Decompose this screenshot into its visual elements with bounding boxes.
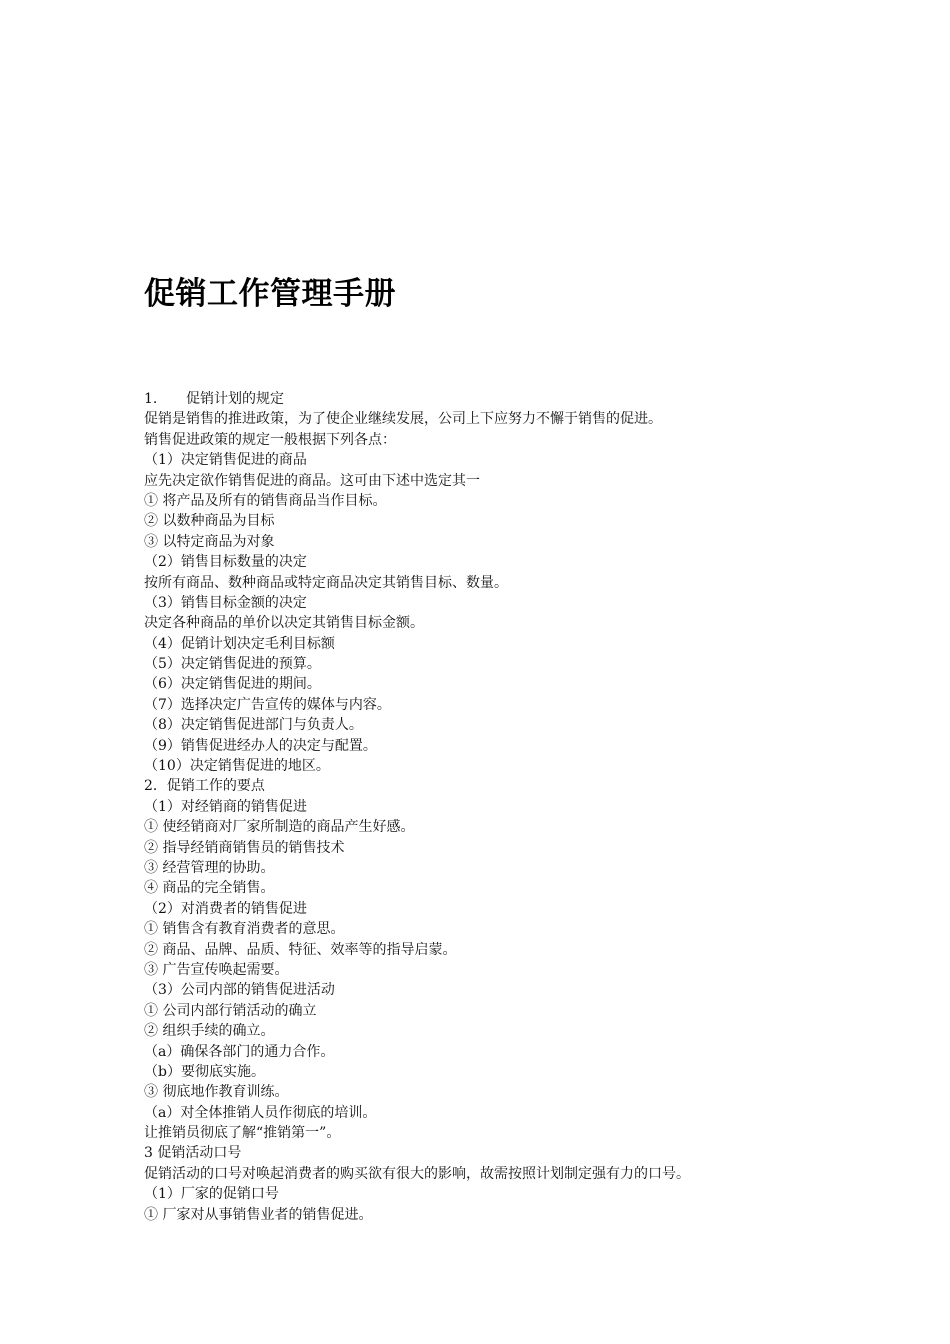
paragraph-line: 促销是销售的推进政策，为了使企业继续发展，公司上下应努力不懈于销售的促进。 xyxy=(144,411,662,428)
list-item: ② 以数种商品为目标 xyxy=(144,513,275,530)
list-item: （5）决定销售促进的预算。 xyxy=(144,656,321,673)
list-item: ④ 商品的完全销售。 xyxy=(144,880,275,897)
list-item: （a）确保各部门的通力合作。 xyxy=(144,1043,335,1060)
list-item: ② 指导经销商销售员的销售技术 xyxy=(144,839,345,856)
paragraph-line: 应先决定欲作销售促进的商品。这可由下述中选定其一 xyxy=(144,472,480,489)
list-item: （9）销售促进经办人的决定与配置。 xyxy=(144,737,377,754)
list-item: （1）决定销售促进的商品 xyxy=(144,452,307,469)
section-1-heading xyxy=(144,389,824,409)
document-title: 促销工作管理手册 xyxy=(144,276,396,312)
list-item: ① 厂家对从事销售业者的销售促进。 xyxy=(144,1206,373,1223)
paragraph-line: 促销活动的口号对唤起消费者的购买欲有很大的影响，故需按照计划制定强有力的口号。 xyxy=(144,1165,690,1182)
list-item: （6）决定销售促进的期间。 xyxy=(144,676,321,693)
list-item: （2）销售目标数量的决定 xyxy=(144,554,307,571)
section-1-title: 促销计划的规定 xyxy=(186,391,284,407)
list-item: （1）对经销商的销售促进 xyxy=(144,798,307,815)
list-item: （10）决定销售促进的地区。 xyxy=(144,758,330,775)
list-item: ② 商品、品牌、品质、特征、效率等的指导启蒙。 xyxy=(144,941,457,958)
list-item: ② 组织手续的确立。 xyxy=(144,1023,275,1040)
list-item: （4）促销计划决定毛利目标额 xyxy=(144,635,335,652)
list-item: ③ 彻底地作教育训练。 xyxy=(144,1084,289,1101)
paragraph-line: 决定各种商品的单价以决定其销售目标金额。 xyxy=(144,615,424,632)
section-2-heading: 2．促销工作的要点 xyxy=(144,778,265,795)
list-item: ① 销售含有教育消费者的意思。 xyxy=(144,921,345,938)
list-item: （b）要彻底实施。 xyxy=(144,1063,265,1080)
paragraph-line: 按所有商品、数种商品或特定商品决定其销售目标、数量。 xyxy=(144,574,508,591)
list-item: （2）对消费者的销售促进 xyxy=(144,900,307,917)
paragraph-line: 让推销员彻底了解“推销第一”。 xyxy=(144,1125,341,1142)
list-item: ① 将产品及所有的销售商品当作目标。 xyxy=(144,492,387,509)
section-3-heading: 3 促销活动口号 xyxy=(144,1145,242,1162)
list-item: ① 使经销商对厂家所制造的商品产生好感。 xyxy=(144,819,415,836)
list-item: ③ 以特定商品为对象 xyxy=(144,533,275,550)
section-1-number: 1. xyxy=(144,391,158,407)
list-item: （8）决定销售促进部门与负责人。 xyxy=(144,717,363,734)
list-item: （3）公司内部的销售促进活动 xyxy=(144,982,335,999)
paragraph-line: 销售促进政策的规定一般根据下列各点： xyxy=(144,431,396,448)
list-item: （a）对全体推销人员作彻底的培训。 xyxy=(144,1104,377,1121)
list-item: ③ 广告宣传唤起需要。 xyxy=(144,961,289,978)
list-item: （7）选择决定广告宣传的媒体与内容。 xyxy=(144,696,391,713)
list-item: ③ 经营管理的协助。 xyxy=(144,859,275,876)
document-body xyxy=(144,389,824,1225)
list-item: ① 公司内部行销活动的确立 xyxy=(144,1002,317,1019)
list-item: （1）厂家的促销口号 xyxy=(144,1186,279,1203)
list-item: （3）销售目标金额的决定 xyxy=(144,594,307,611)
